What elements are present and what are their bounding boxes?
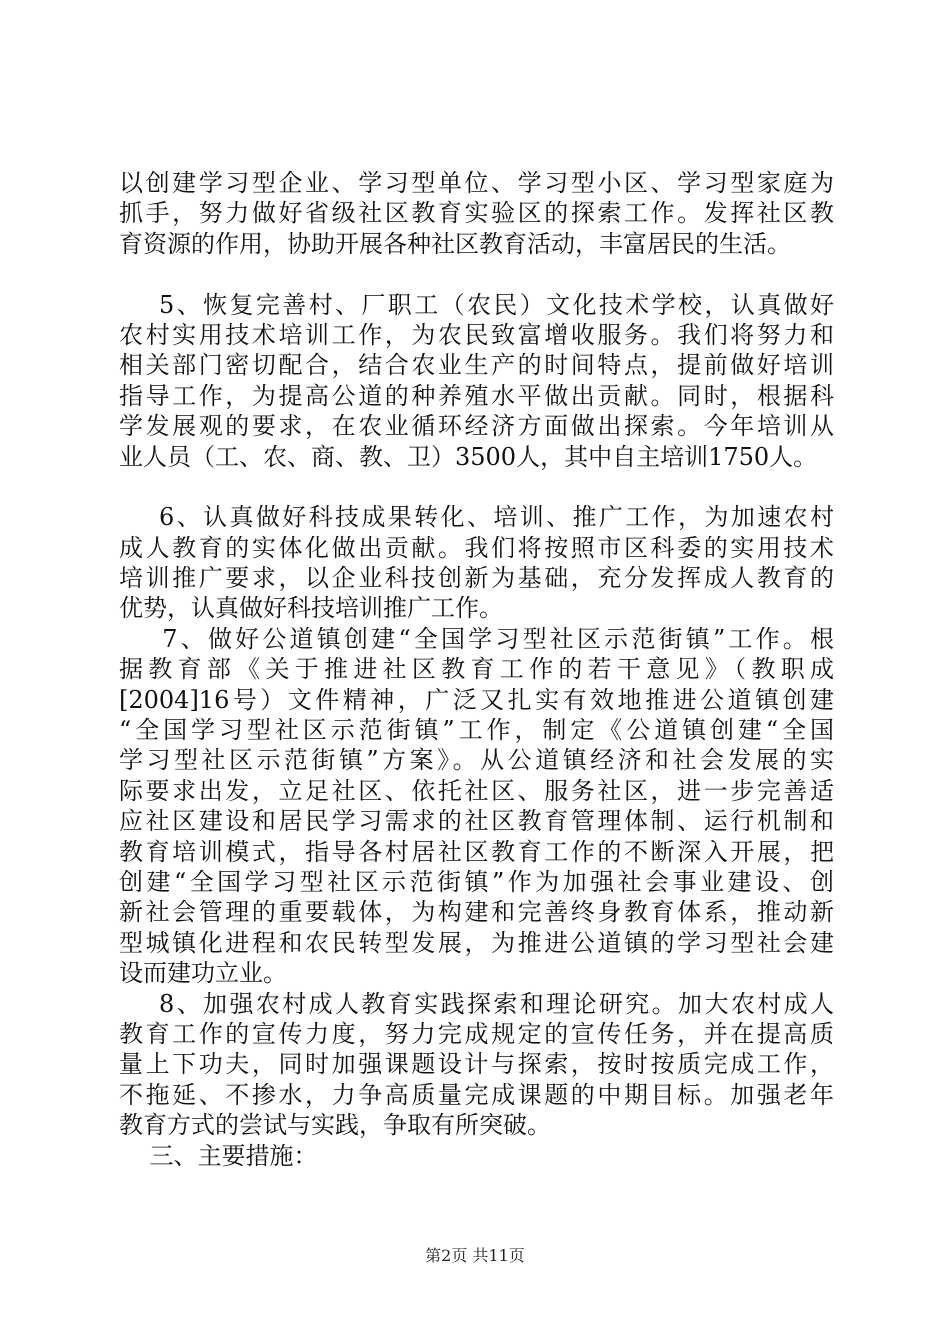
text-line: 以创建学习型企业、学习型单位、学习型小区、学习型家庭为 [119,169,834,197]
document-body [119,168,834,1171]
text-line: 相关部门密切配合，结合农业生产的时间特点，提前做好培训 [119,351,834,380]
text-line: 5、恢复完善村、厂职工（农民）文化技术学校，认真做好 [119,290,834,319]
text-line: 学发展观的要求，在农业循环经济方面做出探索。今年培训从 [119,412,834,441]
paragraph-gap [119,472,834,502]
paragraph-item-8 [119,989,834,1141]
text-line: 量上下功夫，同时加强课题设计与探索，按时按质完成工作， [119,1050,834,1079]
text-line: 据教育部《关于推进社区教育工作的若干意见》（教职成 [119,655,834,684]
text-line: 型城镇化进程和农民转型发展，为推进公道镇的学习型社会建 [119,928,834,957]
text-line: 7、做好公道镇创建“全国学习型社区示范街镇”工作。根 [119,624,834,653]
text-line: 三、主要措施： [119,1141,318,1170]
text-line: “全国学习型社区示范街镇”工作，制定《公道镇创建“全国 [119,716,834,745]
text-line: 设而建功立业。 [119,959,287,988]
text-line: 农村实用技术培训工作，为农民致富增收服务。我们将努力和 [119,320,834,349]
text-line: 指导工作，为提高公道的种养殖水平做出贡献。同时，根据科 [119,381,834,410]
paragraph-gap [119,259,834,289]
text-line: [2004]16号）文件精神，广泛又扎实有效地推进公道镇创建 [119,685,834,714]
text-line: 业人员（工、农、商、教、卫）3500人，其中自主培训1750人。 [119,442,818,471]
text-line: 优势，认真做好科技培训推广工作。 [119,594,503,623]
page-number-footer: 第2页 共11页 [425,1246,525,1265]
text-line: 教育方式的尝试与实践，争取有所突破。 [119,1111,551,1140]
text-line: 6、认真做好科技成果转化、培训、推广工作，为加速农村 [119,503,834,532]
text-line: 创建“全国学习型社区示范街镇”作为加强社会事业建设、创 [119,867,834,896]
section-heading-main-measures [119,1141,834,1171]
text-line: 培训推广要求，以企业科技创新为基础，充分发挥成人教育的 [119,564,834,593]
text-line: 8、加强农村成人教育实践探索和理论研究。加大农村成人 [119,989,834,1018]
text-line: 际要求出发，立足社区、依托社区、服务社区，进一步完善适 [119,776,834,805]
paragraph-item-7 [119,624,834,989]
paragraph-item-5 [119,290,834,472]
paragraph-item-6 [119,502,834,624]
text-line: 教育工作的宣传力度，努力完成规定的宣传任务，并在提高质 [119,1019,834,1048]
text-line: 新社会管理的重要载体，为构建和完善终身教育体系，推动新 [119,898,834,927]
text-line: 抓手，努力做好省级社区教育实验区的探索工作。发挥社区教 [119,199,834,228]
paragraph-community-education [119,168,834,259]
text-line: 教育培训模式，指导各村居社区教育工作的不断深入开展，把 [119,837,834,866]
text-line: 成人教育的实体化做出贡献。我们将按照市区科委的实用技术 [119,533,834,562]
text-line: 应社区建设和居民学习需求的社区教育管理体制、运行机制和 [119,807,834,836]
text-line: 育资源的作用，协助开展各种社区教育活动，丰富居民的生活。 [119,229,791,258]
text-line: 学习型社区示范街镇”方案》。从公道镇经济和社会发展的实 [119,746,834,775]
text-line: 不拖延、不掺水，力争高质量完成课题的中期目标。加强老年 [119,1080,834,1109]
